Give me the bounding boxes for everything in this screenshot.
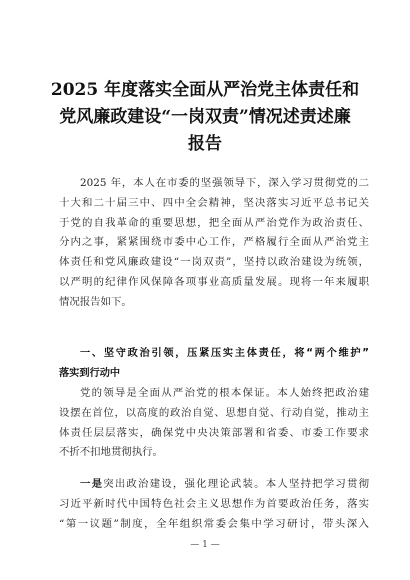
intro-line: 以严明的纪律作风保障各项事业高质量发展。现将一年来履职: [59, 275, 369, 288]
section-line: 体责任层层落实，确保党中央决策部署和省委、市委工作要求: [59, 426, 369, 439]
section-line: 不折不扣地贯彻执行。: [59, 446, 163, 459]
section-heading-line: 落实到行动中: [59, 367, 121, 379]
section-1-paragraph: [59, 384, 369, 463]
intro-line: 2025 年，本人在市委的坚强领导下，深入学习贯彻党的二: [80, 177, 369, 189]
section-heading-line: 一、坚守政治引领，压紧压实主体责任，将“两个维护”: [80, 348, 369, 359]
section-1-heading: [59, 344, 369, 384]
section-line: 设摆在首位，以高度的政治自觉、思想自觉、行动自觉，推动主: [59, 406, 369, 419]
intro-line: 分内之事，紧紧围绕市委中心工作，严格履行全面从严治党主: [59, 236, 369, 249]
intro-line: 十大和二十届三中、四中全会精神，坚决落实习近平总书记关: [59, 196, 369, 209]
document-title-line-1: 2025 年度落实全面从严治党主体责任和: [50, 80, 360, 100]
intro-line: 体责任和党风廉政建设“一岗双责”，坚持以政治建设为统领，: [59, 256, 369, 269]
document-title-line-2: 党风廉政建设“一岗双责”情况述责述廉: [59, 107, 351, 127]
page-number: — 1 —: [190, 540, 220, 550]
subpoint-lead: 一是: [80, 478, 104, 490]
intro-line: 情况报告如下。: [59, 295, 132, 308]
intro-line: 于党的自我革命的重要思想，把全面从严治党作为政治责任、: [59, 216, 369, 229]
subpoint-line: “第一议题”制度，全年组织常委会集中学习研讨，带头深入: [59, 517, 369, 530]
section-1-subpoint-paragraph: [59, 475, 369, 534]
subpoint-line-text: 突出政治建设，强化理论武装。本人坚持把学习贯彻: [103, 478, 369, 490]
section-line: 党的领导是全面从严治党的根本保证。本人始终把政治建: [80, 387, 369, 399]
subpoint-first-line: [59, 475, 369, 495]
intro-paragraph: [59, 174, 369, 313]
document-title-line-3: 报告: [188, 134, 222, 154]
subpoint-line: 习近平新时代中国特色社会主义思想作为首要政治任务，落实: [59, 497, 369, 510]
